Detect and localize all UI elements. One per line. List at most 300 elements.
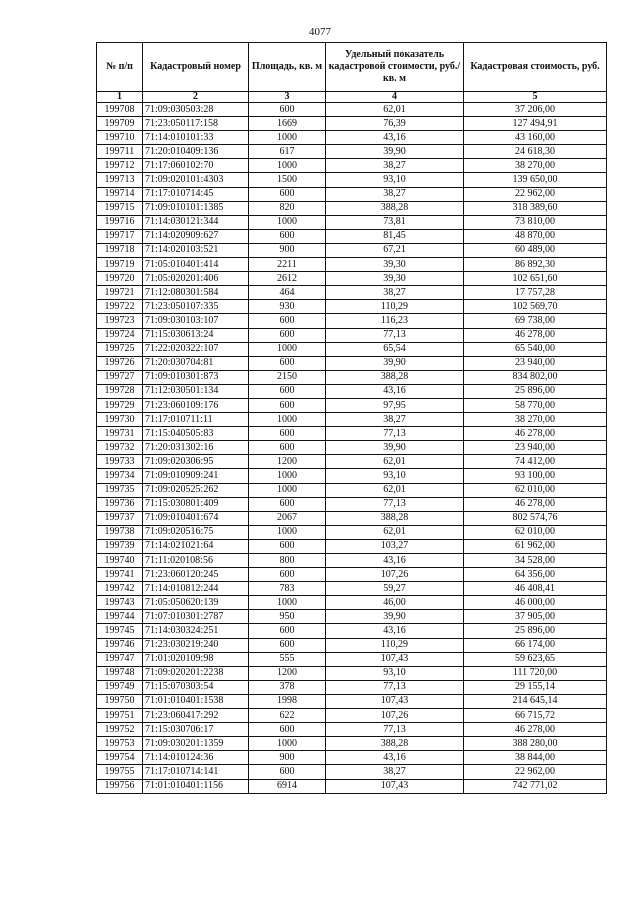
- unit-rate-cell: 77,13: [326, 723, 464, 737]
- cadastral-number-cell: 71:17:010714:45: [143, 187, 249, 201]
- row-number-cell: 199730: [97, 413, 143, 427]
- header-cadastral-number: Кадастровый номер: [143, 43, 249, 92]
- cadastral-number-cell: 71:09:030103:107: [143, 314, 249, 328]
- area-cell: 2211: [249, 258, 326, 272]
- table-row: [97, 342, 607, 356]
- cadastral-number-cell: 71:23:060109:176: [143, 398, 249, 412]
- table-row: [97, 652, 607, 666]
- header-cadastral-value: Кадастровая стоимость, руб.: [464, 43, 607, 92]
- unit-rate-cell: 81,45: [326, 229, 464, 243]
- table-row: [97, 215, 607, 229]
- area-cell: 800: [249, 554, 326, 568]
- row-number-cell: 199748: [97, 666, 143, 680]
- row-number-cell: 199743: [97, 596, 143, 610]
- table-row: [97, 103, 607, 117]
- cadastral-value-cell: 25 896,00: [464, 384, 607, 398]
- area-cell: 600: [249, 568, 326, 582]
- cadastral-value-cell: 61 962,00: [464, 539, 607, 553]
- unit-rate-cell: 62,01: [326, 103, 464, 117]
- cadastral-value-cell: 46 278,00: [464, 328, 607, 342]
- area-cell: 600: [249, 723, 326, 737]
- row-number-cell: 199739: [97, 539, 143, 553]
- cadastral-number-cell: 71:09:020201:2238: [143, 666, 249, 680]
- table-row: [97, 539, 607, 553]
- cadastral-number-cell: 71:01:020109:98: [143, 652, 249, 666]
- area-cell: 1000: [249, 596, 326, 610]
- column-number: 5: [464, 92, 607, 103]
- area-cell: 2150: [249, 370, 326, 384]
- unit-rate-cell: 38,27: [326, 765, 464, 779]
- area-cell: 600: [249, 441, 326, 455]
- area-cell: 1000: [249, 131, 326, 145]
- area-cell: 600: [249, 356, 326, 370]
- cadastral-value-cell: 22 962,00: [464, 187, 607, 201]
- row-number-cell: 199731: [97, 427, 143, 441]
- area-cell: 600: [249, 624, 326, 638]
- table-body: [97, 103, 607, 794]
- cadastral-value-cell: 102 569,70: [464, 300, 607, 314]
- row-number-cell: 199754: [97, 751, 143, 765]
- row-number-cell: 199750: [97, 694, 143, 708]
- row-number-cell: 199735: [97, 483, 143, 497]
- unit-rate-cell: 107,43: [326, 652, 464, 666]
- cadastral-number-cell: 71:14:030324:251: [143, 624, 249, 638]
- cadastral-number-cell: 71:15:070303:54: [143, 680, 249, 694]
- area-cell: 600: [249, 765, 326, 779]
- table-row: [97, 398, 607, 412]
- area-cell: 617: [249, 145, 326, 159]
- cadastral-value-cell: 127 494,91: [464, 117, 607, 131]
- unit-rate-cell: 388,28: [326, 511, 464, 525]
- table-row: [97, 483, 607, 497]
- area-cell: 900: [249, 243, 326, 257]
- unit-rate-cell: 93,10: [326, 469, 464, 483]
- table-row: [97, 511, 607, 525]
- cadastral-number-cell: 71:09:010909:241: [143, 469, 249, 483]
- cadastral-number-cell: 71:09:010301:873: [143, 370, 249, 384]
- cadastral-value-cell: 38 844,00: [464, 751, 607, 765]
- unit-rate-cell: 116,23: [326, 314, 464, 328]
- cadastral-number-cell: 71:23:030219:240: [143, 638, 249, 652]
- row-number-cell: 199742: [97, 582, 143, 596]
- unit-rate-cell: 62,01: [326, 483, 464, 497]
- table-row: [97, 737, 607, 751]
- table-row: [97, 469, 607, 483]
- cadastral-value-cell: 60 489,00: [464, 243, 607, 257]
- row-number-cell: 199710: [97, 131, 143, 145]
- cadastral-number-cell: 71:09:030201:1359: [143, 737, 249, 751]
- unit-rate-cell: 43,16: [326, 554, 464, 568]
- table-row: [97, 554, 607, 568]
- unit-rate-cell: 67,21: [326, 243, 464, 257]
- area-cell: 622: [249, 709, 326, 723]
- row-number-cell: 199740: [97, 554, 143, 568]
- cadastral-value-cell: 388 280,00: [464, 737, 607, 751]
- area-cell: 600: [249, 314, 326, 328]
- unit-rate-cell: 388,28: [326, 201, 464, 215]
- row-number-cell: 199741: [97, 568, 143, 582]
- cadastral-value-cell: 65 540,00: [464, 342, 607, 356]
- table-row: [97, 314, 607, 328]
- cadastral-value-cell: 24 618,30: [464, 145, 607, 159]
- cadastral-value-cell: 46 408,41: [464, 582, 607, 596]
- cadastral-number-cell: 71:20:030704:81: [143, 356, 249, 370]
- cadastral-value-cell: 58 770,00: [464, 398, 607, 412]
- cadastral-number-cell: 71:22:020322:107: [143, 342, 249, 356]
- cadastral-number-cell: 71:09:010401:674: [143, 511, 249, 525]
- row-number-cell: 199721: [97, 286, 143, 300]
- unit-rate-cell: 43,16: [326, 131, 464, 145]
- unit-rate-cell: 46,00: [326, 596, 464, 610]
- unit-rate-cell: 93,10: [326, 173, 464, 187]
- cadastral-number-cell: 71:23:050107:335: [143, 300, 249, 314]
- row-number-cell: 199717: [97, 229, 143, 243]
- row-number-cell: 199727: [97, 370, 143, 384]
- cadastral-number-cell: 71:12:080301:584: [143, 286, 249, 300]
- row-number-cell: 199732: [97, 441, 143, 455]
- cadastral-number-cell: 71:20:031302:16: [143, 441, 249, 455]
- table-row: [97, 497, 607, 511]
- row-number-cell: 199720: [97, 272, 143, 286]
- area-cell: 900: [249, 751, 326, 765]
- table-row: [97, 596, 607, 610]
- column-number-row: [97, 92, 607, 103]
- unit-rate-cell: 59,27: [326, 582, 464, 596]
- cadastral-number-cell: 71:14:020909:627: [143, 229, 249, 243]
- area-cell: 600: [249, 229, 326, 243]
- cadastral-value-cell: 64 356,00: [464, 568, 607, 582]
- cadastral-number-cell: 71:14:020103:521: [143, 243, 249, 257]
- row-number-cell: 199718: [97, 243, 143, 257]
- row-number-cell: 199708: [97, 103, 143, 117]
- table-row: [97, 525, 607, 539]
- unit-rate-cell: 110,29: [326, 300, 464, 314]
- area-cell: 783: [249, 582, 326, 596]
- area-cell: 600: [249, 638, 326, 652]
- table-row: [97, 300, 607, 314]
- area-cell: 950: [249, 610, 326, 624]
- column-number: 1: [97, 92, 143, 103]
- row-number-cell: 199709: [97, 117, 143, 131]
- column-number: 3: [249, 92, 326, 103]
- cadastral-value-cell: 48 870,00: [464, 229, 607, 243]
- table-row: [97, 328, 607, 342]
- unit-rate-cell: 43,16: [326, 384, 464, 398]
- row-number-cell: 199716: [97, 215, 143, 229]
- cadastral-value-cell: 38 270,00: [464, 413, 607, 427]
- table-row: [97, 159, 607, 173]
- cadastral-number-cell: 71:09:010101:1385: [143, 201, 249, 215]
- row-number-cell: 199733: [97, 455, 143, 469]
- row-number-cell: 199715: [97, 201, 143, 215]
- cadastral-value-cell: 46 278,00: [464, 723, 607, 737]
- table-row: [97, 751, 607, 765]
- unit-rate-cell: 77,13: [326, 328, 464, 342]
- cadastral-value-cell: 66 715,72: [464, 709, 607, 723]
- row-number-cell: 199745: [97, 624, 143, 638]
- cadastral-value-cell: 62 010,00: [464, 525, 607, 539]
- table-row: [97, 427, 607, 441]
- area-cell: 1200: [249, 455, 326, 469]
- cadastral-number-cell: 71:15:030706:17: [143, 723, 249, 737]
- table-row: [97, 666, 607, 680]
- unit-rate-cell: 62,01: [326, 455, 464, 469]
- area-cell: 600: [249, 497, 326, 511]
- unit-rate-cell: 107,26: [326, 709, 464, 723]
- unit-rate-cell: 388,28: [326, 370, 464, 384]
- unit-rate-cell: 103,27: [326, 539, 464, 553]
- column-number: 4: [326, 92, 464, 103]
- cadastral-value-cell: 17 757,28: [464, 286, 607, 300]
- cadastral-number-cell: 71:09:030503:28: [143, 103, 249, 117]
- cadastral-number-cell: 71:23:060417:292: [143, 709, 249, 723]
- table-row: [97, 709, 607, 723]
- cadastral-value-cell: 29 155,14: [464, 680, 607, 694]
- row-number-cell: 199714: [97, 187, 143, 201]
- area-cell: 1500: [249, 173, 326, 187]
- cadastral-number-cell: 71:15:030613:24: [143, 328, 249, 342]
- cadastral-number-cell: 71:23:060120:245: [143, 568, 249, 582]
- unit-rate-cell: 107,26: [326, 568, 464, 582]
- cadastral-number-cell: 71:05:020201:406: [143, 272, 249, 286]
- area-cell: 600: [249, 328, 326, 342]
- cadastral-value-cell: 214 645,14: [464, 694, 607, 708]
- unit-rate-cell: 43,16: [326, 624, 464, 638]
- area-cell: 2067: [249, 511, 326, 525]
- cadastral-value-cell: 69 738,00: [464, 314, 607, 328]
- area-cell: 378: [249, 680, 326, 694]
- cadastral-value-cell: 62 010,00: [464, 483, 607, 497]
- table-row: [97, 272, 607, 286]
- table-row: [97, 610, 607, 624]
- area-cell: 600: [249, 539, 326, 553]
- table-row: [97, 384, 607, 398]
- table-row: [97, 356, 607, 370]
- unit-rate-cell: 39,30: [326, 272, 464, 286]
- unit-rate-cell: 110,29: [326, 638, 464, 652]
- table-row: [97, 568, 607, 582]
- area-cell: 600: [249, 187, 326, 201]
- cadastral-number-cell: 71:14:010812:244: [143, 582, 249, 596]
- cadastral-value-cell: 22 962,00: [464, 765, 607, 779]
- cadastral-number-cell: 71:12:030501:134: [143, 384, 249, 398]
- cadastral-number-cell: 71:14:021021:64: [143, 539, 249, 553]
- row-number-cell: 199719: [97, 258, 143, 272]
- area-cell: 600: [249, 103, 326, 117]
- table-row: [97, 413, 607, 427]
- cadastral-number-cell: 71:01:010401:1156: [143, 779, 249, 793]
- cadastral-value-cell: 46 278,00: [464, 427, 607, 441]
- cadastral-value-cell: 742 771,02: [464, 779, 607, 793]
- cadastral-value-table: [96, 42, 607, 794]
- unit-rate-cell: 77,13: [326, 497, 464, 511]
- cadastral-value-cell: 37 905,00: [464, 610, 607, 624]
- unit-rate-cell: 107,43: [326, 779, 464, 793]
- area-cell: 1000: [249, 737, 326, 751]
- cadastral-value-cell: 23 940,00: [464, 441, 607, 455]
- cadastral-value-cell: 46 000,00: [464, 596, 607, 610]
- cadastral-number-cell: 71:14:010101:33: [143, 131, 249, 145]
- area-cell: 1000: [249, 469, 326, 483]
- area-cell: 1000: [249, 215, 326, 229]
- table-row: [97, 187, 607, 201]
- area-cell: 1200: [249, 666, 326, 680]
- cadastral-value-cell: 66 174,00: [464, 638, 607, 652]
- table-row: [97, 258, 607, 272]
- cadastral-value-cell: 38 270,00: [464, 159, 607, 173]
- row-number-cell: 199726: [97, 356, 143, 370]
- row-number-cell: 199728: [97, 384, 143, 398]
- cadastral-number-cell: 71:07:010301:2787: [143, 610, 249, 624]
- cadastral-number-cell: 71:15:040505:83: [143, 427, 249, 441]
- table-row: [97, 441, 607, 455]
- area-cell: 6914: [249, 779, 326, 793]
- row-number-cell: 199729: [97, 398, 143, 412]
- table-row: [97, 229, 607, 243]
- cadastral-number-cell: 71:11:020108:56: [143, 554, 249, 568]
- unit-rate-cell: 38,27: [326, 187, 464, 201]
- table-row: [97, 779, 607, 793]
- cadastral-value-cell: 73 810,00: [464, 215, 607, 229]
- table-row: [97, 117, 607, 131]
- cadastral-number-cell: 71:15:030801:409: [143, 497, 249, 511]
- cadastral-value-cell: 23 940,00: [464, 356, 607, 370]
- row-number-cell: 199753: [97, 737, 143, 751]
- row-number-cell: 199725: [97, 342, 143, 356]
- table-header-row: [97, 43, 607, 92]
- unit-rate-cell: 39,90: [326, 356, 464, 370]
- table-row: [97, 638, 607, 652]
- row-number-cell: 199713: [97, 173, 143, 187]
- unit-rate-cell: 65,54: [326, 342, 464, 356]
- row-number-cell: 199738: [97, 525, 143, 539]
- row-number-cell: 199752: [97, 723, 143, 737]
- cadastral-value-cell: 37 206,00: [464, 103, 607, 117]
- area-cell: 600: [249, 384, 326, 398]
- cadastral-number-cell: 71:14:010124:36: [143, 751, 249, 765]
- header-unit-rate: Удельный показатель кадастровой стоимости, руб./кв. м: [326, 43, 464, 92]
- unit-rate-cell: 93,10: [326, 666, 464, 680]
- unit-rate-cell: 38,27: [326, 413, 464, 427]
- cadastral-number-cell: 71:09:020516:75: [143, 525, 249, 539]
- cadastral-number-cell: 71:17:060102:70: [143, 159, 249, 173]
- cadastral-number-cell: 71:09:020525:262: [143, 483, 249, 497]
- cadastral-value-cell: 25 896,00: [464, 624, 607, 638]
- area-cell: 600: [249, 398, 326, 412]
- cadastral-number-cell: 71:05:010401:414: [143, 258, 249, 272]
- table-row: [97, 243, 607, 257]
- unit-rate-cell: 76,39: [326, 117, 464, 131]
- unit-rate-cell: 38,27: [326, 286, 464, 300]
- table-row: [97, 680, 607, 694]
- area-cell: 820: [249, 201, 326, 215]
- cadastral-number-cell: 71:14:030121:344: [143, 215, 249, 229]
- page-number: 4077: [309, 26, 331, 38]
- row-number-cell: 199751: [97, 709, 143, 723]
- area-cell: 1000: [249, 342, 326, 356]
- unit-rate-cell: 39,90: [326, 441, 464, 455]
- row-number-cell: 199747: [97, 652, 143, 666]
- unit-rate-cell: 77,13: [326, 680, 464, 694]
- unit-rate-cell: 73,81: [326, 215, 464, 229]
- cadastral-value-cell: 102 651,60: [464, 272, 607, 286]
- cadastral-number-cell: 71:09:020101:4303: [143, 173, 249, 187]
- table-row: [97, 624, 607, 638]
- header-row-number: № п/п: [97, 43, 143, 92]
- row-number-cell: 199756: [97, 779, 143, 793]
- table-row: [97, 694, 607, 708]
- cadastral-value-cell: 834 802,00: [464, 370, 607, 384]
- cadastral-value-cell: 34 528,00: [464, 554, 607, 568]
- row-number-cell: 199712: [97, 159, 143, 173]
- area-cell: 1669: [249, 117, 326, 131]
- row-number-cell: 199723: [97, 314, 143, 328]
- table-row: [97, 145, 607, 159]
- table-row: [97, 370, 607, 384]
- cadastral-number-cell: 71:09:020306:95: [143, 455, 249, 469]
- row-number-cell: 199724: [97, 328, 143, 342]
- header-area: Площадь, кв. м: [249, 43, 326, 92]
- unit-rate-cell: 39,90: [326, 610, 464, 624]
- unit-rate-cell: 97,95: [326, 398, 464, 412]
- row-number-cell: 199744: [97, 610, 143, 624]
- table-row: [97, 582, 607, 596]
- area-cell: 464: [249, 286, 326, 300]
- cadastral-number-cell: 71:17:010714:141: [143, 765, 249, 779]
- cadastral-value-cell: 46 278,00: [464, 497, 607, 511]
- table-row: [97, 723, 607, 737]
- area-cell: 1000: [249, 159, 326, 173]
- row-number-cell: 199749: [97, 680, 143, 694]
- unit-rate-cell: 43,16: [326, 751, 464, 765]
- row-number-cell: 199722: [97, 300, 143, 314]
- table-row: [97, 455, 607, 469]
- table-row: [97, 201, 607, 215]
- cadastral-number-cell: 71:20:010409:136: [143, 145, 249, 159]
- area-cell: 1000: [249, 483, 326, 497]
- area-cell: 555: [249, 652, 326, 666]
- table-row: [97, 173, 607, 187]
- cadastral-number-cell: 71:17:010711:11: [143, 413, 249, 427]
- cadastral-value-cell: 111 720,00: [464, 666, 607, 680]
- unit-rate-cell: 39,90: [326, 145, 464, 159]
- unit-rate-cell: 77,13: [326, 427, 464, 441]
- cadastral-number-cell: 71:23:050117:158: [143, 117, 249, 131]
- column-number: 2: [143, 92, 249, 103]
- cadastral-value-cell: 318 389,60: [464, 201, 607, 215]
- unit-rate-cell: 62,01: [326, 525, 464, 539]
- table-row: [97, 131, 607, 145]
- area-cell: 600: [249, 427, 326, 441]
- row-number-cell: 199755: [97, 765, 143, 779]
- cadastral-value-cell: 139 650,00: [464, 173, 607, 187]
- area-cell: 1998: [249, 694, 326, 708]
- row-number-cell: 199737: [97, 511, 143, 525]
- cadastral-value-cell: 802 574,76: [464, 511, 607, 525]
- unit-rate-cell: 388,28: [326, 737, 464, 751]
- table-row: [97, 286, 607, 300]
- table-row: [97, 765, 607, 779]
- cadastral-number-cell: 71:01:010401:1538: [143, 694, 249, 708]
- unit-rate-cell: 107,43: [326, 694, 464, 708]
- cadastral-value-cell: 86 892,30: [464, 258, 607, 272]
- cadastral-number-cell: 71:05:050620:139: [143, 596, 249, 610]
- area-cell: 2612: [249, 272, 326, 286]
- area-cell: 930: [249, 300, 326, 314]
- cadastral-value-cell: 43 160,00: [464, 131, 607, 145]
- row-number-cell: 199734: [97, 469, 143, 483]
- cadastral-value-cell: 74 412,00: [464, 455, 607, 469]
